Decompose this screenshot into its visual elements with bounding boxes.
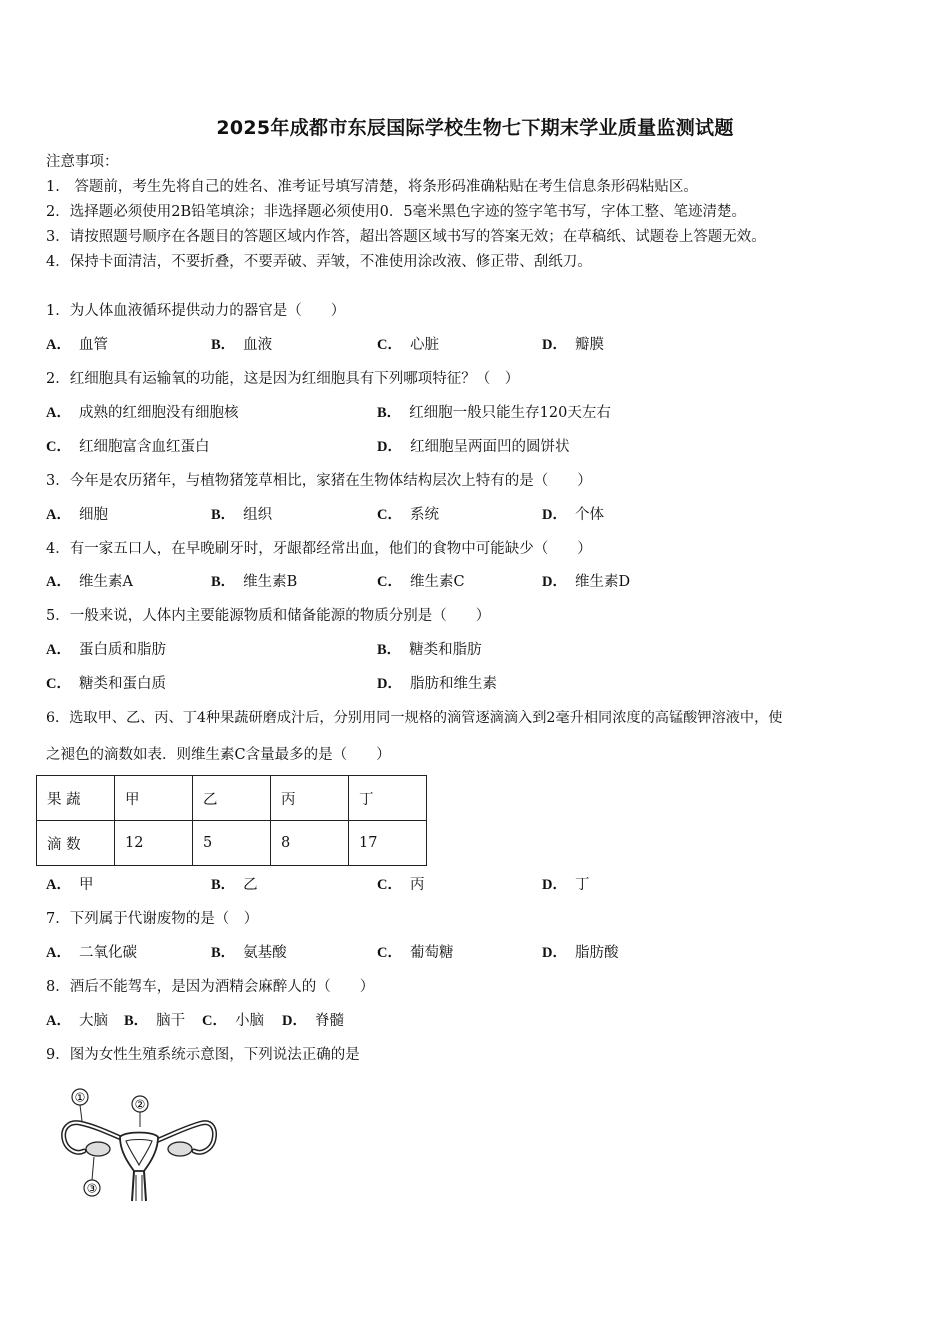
option-b: B． 糖类和脂肪: [377, 642, 482, 658]
page-title: 2025年成都市东辰国际学校生物七下期末学业质量监测试题: [216, 117, 734, 139]
table-row: [37, 776, 427, 821]
table-cell: 果 蔬: [37, 776, 115, 821]
question-stem: 8．酒后不能驾车，是因为酒精会麻醉人的（ ）: [46, 979, 375, 995]
label-3: ③: [86, 1181, 98, 1196]
table-cell: 丙: [271, 776, 349, 821]
option-b: B． 维生素B: [211, 574, 298, 590]
table-cell: 甲: [115, 776, 193, 821]
option-b: B． 乙: [211, 877, 258, 893]
question-stem: 5．一般来说，人体内主要能源物质和储备能源的物质分别是（ ）: [46, 608, 491, 624]
option-d: D． 丁: [542, 877, 590, 893]
option-a: A． 大脑: [46, 1013, 108, 1029]
notice-item: 2．选择题必须使用2B铅笔填涂；非选择题必须使用0．5毫米黑色字迹的签字笔书写，字体工整、笔迹清楚。: [46, 204, 747, 220]
table-cell: 滴 数: [37, 821, 115, 866]
table-cell: 8: [271, 821, 349, 866]
option-d: D． 脂肪和维生素: [377, 676, 497, 692]
option-d: D． 维生素D: [542, 574, 631, 590]
option-a: A． 血管: [46, 337, 108, 353]
question-stem-continued: 之褪色的滴数如表．则维生素C含量最多的是（ ）: [46, 747, 391, 763]
question-stem: 3．今年是农历猪年，与植物猪笼草相比，家猪在生物体结构层次上特有的是（ ）: [46, 473, 592, 489]
notice-item: 1. 答题前，考生先将自己的姓名、准考证号填写清楚，将条形码准确粘贴在考生信息条形码粘贴区。: [46, 179, 698, 195]
option-a: A． 甲: [46, 877, 94, 893]
option-c: C． 小脑: [202, 1013, 264, 1029]
option-d: D． 脊髓: [282, 1013, 344, 1029]
option-d: D． 脂肪酸: [542, 945, 619, 961]
option-c: C． 葡萄糖: [377, 945, 454, 961]
label-1: ①: [74, 1090, 86, 1105]
notice-item: 4．保持卡面清洁，不要折叠，不要弄破、弄皱，不准使用涂改液、修正带、刮纸刀。: [46, 254, 592, 270]
option-c: C． 心脏: [377, 337, 439, 353]
female-reproductive-system-diagram: [58, 1085, 218, 1205]
question-stem: 1．为人体血液循环提供动力的器官是（ ）: [46, 303, 346, 319]
leader-line-1: [80, 1105, 82, 1121]
option-c: C． 系统: [377, 507, 439, 523]
table-row: [37, 821, 427, 866]
notice-heading: 注意事项：: [46, 154, 119, 170]
option-d: D． 瓣膜: [542, 337, 604, 353]
option-d: D． 个体: [542, 507, 604, 523]
notice-item: 3．请按照题号顺序在各题目的答题区域内作答，超出答题区域书写的答案无效；在草稿纸、试题卷上答题无效。: [46, 229, 766, 245]
vagina-inner: [136, 1175, 142, 1201]
question-stem: 9．图为女性生殖系统示意图，下列说法正确的是: [46, 1047, 360, 1063]
question-stem: 6．选取甲、乙、丙、丁4种果蔬研磨成汁后，分别用同一规格的滴管逐滴滴入到2毫升相同浓度的高锰酸钾溶液中，使: [46, 710, 783, 726]
option-b: B． 血液: [211, 337, 273, 353]
option-a: A． 蛋白质和脂肪: [46, 642, 166, 658]
option-d: D． 红细胞呈两面凹的圆饼状: [377, 439, 570, 455]
right-ovary: [168, 1142, 192, 1156]
option-b: B． 氨基酸: [211, 945, 287, 961]
question-stem: 2．红细胞具有运输氧的功能，这是因为红细胞具有下列哪项特征？（ ）: [46, 371, 520, 387]
option-a: A． 细胞: [46, 507, 108, 523]
table-cell: 5: [193, 821, 271, 866]
table-cell: 12: [115, 821, 193, 866]
table-cell: 乙: [193, 776, 271, 821]
option-a: A． 二氧化碳: [46, 945, 137, 961]
table-cell: 17: [349, 821, 427, 866]
question-stem: 7．下列属于代谢废物的是（ ）: [46, 911, 259, 927]
option-b: B． 组织: [211, 507, 273, 523]
table-cell: 丁: [349, 776, 427, 821]
option-c: C． 维生素C: [377, 574, 465, 590]
left-ovary: [86, 1142, 110, 1156]
option-c: C． 糖类和蛋白质: [46, 676, 166, 692]
option-b: B． 红细胞一般只能生存120天左右: [377, 405, 611, 421]
label-2: ②: [134, 1097, 146, 1112]
option-b: B． 脑干: [124, 1013, 186, 1029]
option-a: A． 成熟的红细胞没有细胞核: [46, 405, 239, 421]
option-c: C． 红细胞富含血红蛋白: [46, 439, 210, 455]
drops-table: [36, 775, 427, 866]
question-stem: 4．有一家五口人，在早晚刷牙时，牙龈都经常出血，他们的食物中可能缺少（ ）: [46, 541, 592, 557]
option-a: A． 维生素A: [46, 574, 133, 590]
vagina: [132, 1171, 146, 1201]
leader-line-3: [92, 1157, 94, 1180]
option-c: C． 丙: [377, 877, 425, 893]
